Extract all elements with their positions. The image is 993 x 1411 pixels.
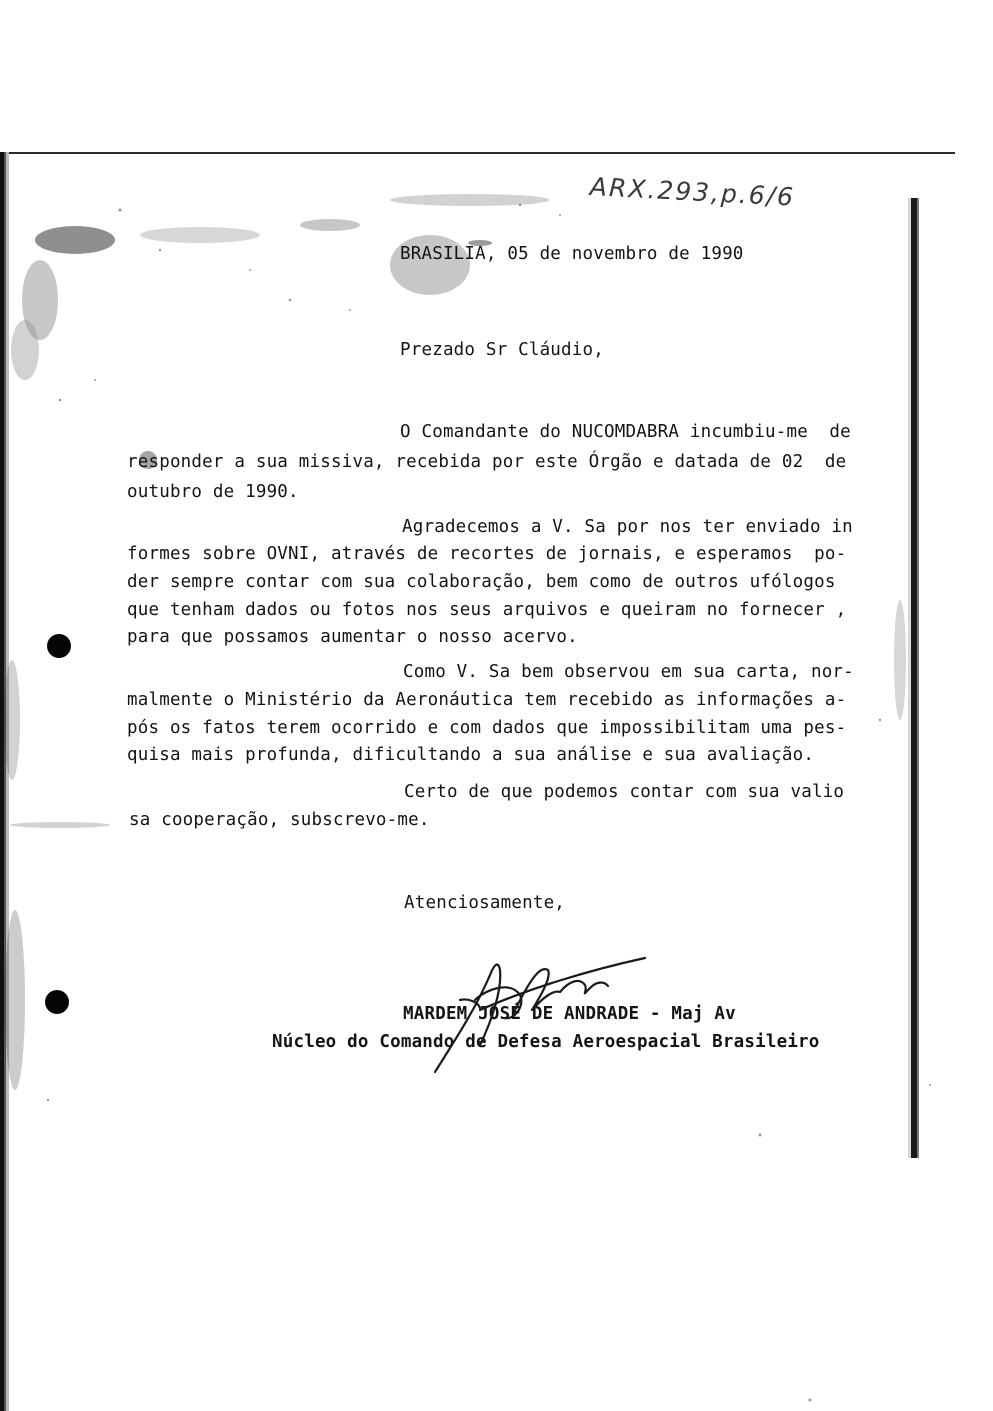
paragraph2-line5: para que possamos aumentar o nosso acervo. [127,627,578,647]
paragraph4-line2: sa cooperação, subscrevo-me. [129,810,430,830]
paragraph2-line4: que tenham dados ou fotos nos seus arquivos e queiram no fornecer , [127,600,847,620]
punch-hole-bottom [45,990,69,1014]
paragraph3-line2: malmente o Ministério da Aeronáutica tem recebido as informações a- [127,690,847,710]
paragraph3-line1: Como V. Sa bem observou em sua carta, nor- [403,662,854,682]
punch-hole-top [47,634,71,658]
scan-edge-left [0,152,9,1411]
scan-edge-right [908,198,919,1158]
paragraph2-line1: Agradecemos a V. Sa por nos ter enviado in [402,517,853,537]
paragraph2-line3: der sempre contar com sua colaboração, bem como de outros ufólogos [127,572,836,592]
paragraph1-line3: outubro de 1990. [127,482,299,502]
paragraph4-line1: Certo de que podemos contar com sua valio [404,782,845,802]
handwritten-signature [420,940,660,1080]
paragraph1-line2: responder a sua missiva, recebida por este Órgão e datada de 02 de [127,452,847,472]
scan-edge-top [0,152,955,154]
paragraph1-line1: O Comandante do NUCOMDABRA incumbiu-me de [400,422,851,442]
closing: Atenciosamente, [404,893,566,913]
archive-reference-annotation: ARX.293,p.6/6 [589,172,796,212]
date-line: BRASILIA, 05 de novembro de 1990 [400,244,744,264]
signatory-name: MARDEM JOSÉ DE ANDRADE - Maj Av [403,1004,736,1024]
paragraph3-line3: pós os fatos terem ocorrido e com dados que impossibilitam uma pes- [127,718,847,738]
salutation: Prezado Sr Cláudio, [400,340,604,360]
signatory-organization: Núcleo do Comando de Defesa Aeroespacial Brasileiro [272,1032,820,1052]
paragraph2-line2: formes sobre OVNI, através de recortes de jornais, e esperamos po- [127,544,847,564]
paragraph3-line4: quisa mais profunda, dificultando a sua análise e sua avaliação. [127,745,815,765]
